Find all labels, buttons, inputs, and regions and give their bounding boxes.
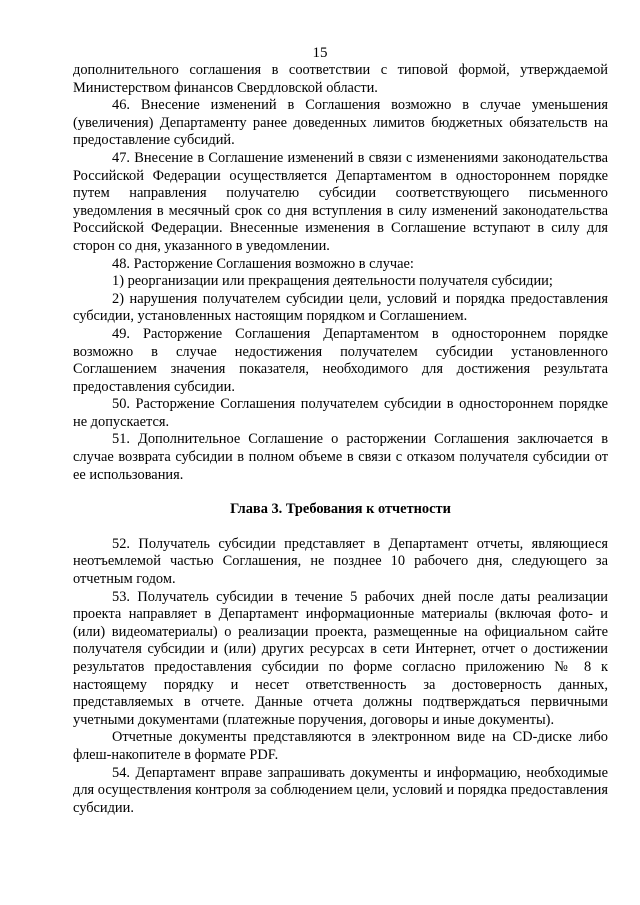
paragraph-49: 49. Расторжение Соглашения Департаментом в одностороннем порядке возможно в случае недостижения получателем субсидии установленного Соглашением значения показателя, необходимого для достижения результата предоставления субсидии. (73, 325, 608, 395)
paragraph-52: 52. Получатель субсидии представляет в Департамент отчеты, являющиеся неотъемлемой частью Соглашения, не позднее 10 рабочего дня, следующего за отчетным годом. (73, 535, 608, 588)
paragraph: дополнительного соглашения в соответствии с типовой формой, утверждаемой Министерством финансов Свердловской области. (73, 62, 608, 96)
paragraph-54: 54. Департамент вправе запрашивать документы и информацию, необходимые для осуществления контроля за соблюдением цели, условий и порядка предоставления субсидии. (73, 764, 608, 816)
chapter-title: Глава 3. Требования к отчетности (230, 501, 451, 518)
page-number: 15 (312, 45, 328, 61)
paragraph-47: 47. Внесение в Соглашение изменений в связи с изменениями законодательства Российской Федерации осуществляется Департаментом в одностороннем порядке путем направления получателю субсидии соответствующего письменного уведомления в месячный срок со дня вступления в силу изменений законодательства Российской Федерации. Внесенные изменения в Соглашение вступают в силу для сторон со дня, указанного в уведомлении. (73, 149, 608, 254)
paragraph-50: 50. Расторжение Соглашения получателем субсидии в одностороннем порядке не допускается. (73, 396, 608, 430)
paragraph-48: 48. Расторжение Соглашения возможно в случае: (112, 255, 414, 272)
paragraph-51: 51. Дополнительное Соглашение о расторжении Соглашения заключается в случае возврата субсидии в полном объеме в связи с отказом получателя субсидии от ее использования. (73, 431, 608, 483)
paragraph-46: 46. Внесение изменений в Соглашения возможно в случае уменьшения (увеличения) Департаменту ранее доведенных лимитов бюджетных обязательств на предоставление субсидий. (73, 97, 608, 149)
paragraph-report-format: Отчетные документы представляются в электронном виде на CD-диске либо флеш-накопителе в формате PDF. (73, 729, 608, 763)
list-item-1: 1) реорганизации или прекращения деятельности получателя субсидии; (112, 273, 553, 290)
document-body (73, 62, 608, 817)
paragraph-53: 53. Получатель субсидии в течение 5 рабочих дней после даты реализации проекта направляет в Департамент информационные материалы (включая фото- и (или) видеоматериалы) о реализации проекта, размещенные на официальном сайте получателя субсидии и (или) других ресурсах в сети Интернет, отчет о достижении результатов предоставления субсидии по форме согласно приложению № 8 к настоящему порядку и несет ответственность за достоверность данных, представляемых в отчете. Данные отчета должны подтверждаться первичными учетными документами (платежные поручения, договоры и иные документы). (73, 588, 608, 728)
list-item-2: 2) нарушения получателем субсидии цели, условий и порядка предоставления субсидии, установленных настоящим порядком и Соглашением. (73, 290, 608, 325)
